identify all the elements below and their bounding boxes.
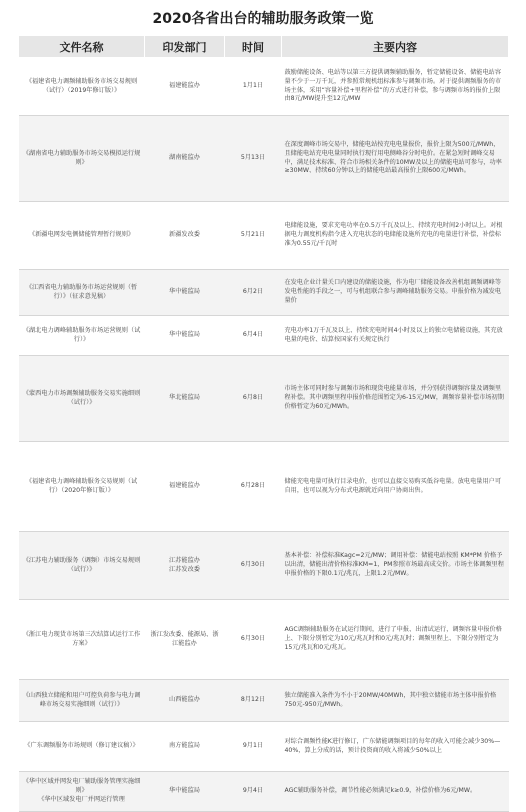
table-row	[19, 58, 509, 116]
content-cell: 电储能设施，要求充电功率在0.5万千瓦及以上、持续充电时间2小时以上。对根据电力调度机构指令进入充电状态的电储能设施所充电的电量进行补偿，补偿标准为0.55元/千瓦时	[282, 202, 509, 270]
department-cell: 江苏能监办 江苏发改委	[145, 532, 225, 600]
date-cell: 6月28日	[225, 442, 282, 532]
content-cell: AGC调频辅助服务在试运行期间，进行了申报、出清试运行，调频容量申报价格上、下限分别暂定为10元/兆瓦时和0元/兆瓦时；调频里程上、下限分别暂定为15元/兆瓦和0元/兆瓦。	[282, 600, 509, 680]
department-cell: 华中能监局	[145, 772, 225, 812]
file-name-cell: 《华中区域并网发电厂辅助服务管理实施细则》 《华中区域发电厂并网运行管理	[19, 772, 145, 812]
date-cell: 6月2日	[225, 270, 282, 316]
file-name-cell: 《江西省电力辅助服务市场运营规则（暂行）》（征求意见稿）	[19, 270, 145, 316]
date-cell: 5月13日	[225, 116, 282, 202]
content-cell: 鼓励储能设备、电站等以第三方提供调频辅助服务，暂定储能设备、储能电站容量不少于一万千瓦，并参照常规机组标准参与调频市场。对于提供调频服务的市场主体，采用“容量补偿+里程补偿”的方式进行补偿，参与调频市场的报价上限由8元/MW提升至12元/MW	[282, 58, 509, 116]
table-row	[19, 600, 509, 680]
table-row	[19, 772, 509, 812]
page-title: 2020各省出台的辅助服务政策一览	[152, 11, 374, 27]
date-cell: 9月1日	[225, 722, 282, 772]
file-name-cell: 《湖南省电力辅助服务市场交易模拟运行规则》	[19, 116, 145, 202]
file-name-cell: 《新疆电网发电侧储能管理暂行规则》	[19, 202, 145, 270]
department-cell: 福建能监办	[145, 58, 225, 116]
file-name-cell: 《浙江电力现货市场第三次结算试运行工作方案》	[19, 600, 145, 680]
date-cell: 8月12日	[225, 680, 282, 722]
policy-table	[18, 35, 509, 812]
date-cell: 1月1日	[225, 58, 282, 116]
table-row	[19, 116, 509, 202]
header-date: 时间	[225, 36, 282, 58]
content-cell: 市场主体可同时参与调频市场和现货电能量市场，并分别获得调频容量及调频里程补偿。其中调频里程申报价格范围暂定为6-15元/MW，调频容量补偿市场初期价格暂定为60元/MWh。	[282, 356, 509, 442]
department-cell: 湖南能监办	[145, 116, 225, 202]
department-cell: 南方能监局	[145, 722, 225, 772]
date-cell: 6月8日	[225, 356, 282, 442]
content-cell: 对综合调频性能K进行修订，广东储能调频项目的每年的收入可能会减少30%—40%，算上分成的话，预计投资商的收入将减少50%以上	[282, 722, 509, 772]
date-cell: 6月30日	[225, 532, 282, 600]
department-cell: 华中能监局	[145, 316, 225, 356]
header-file-name: 文件名称	[19, 36, 145, 58]
header-content: 主要内容	[282, 36, 509, 58]
file-name-cell: 《江苏电力辅助服务（调频）市场交易规则（试行）》	[19, 532, 145, 600]
content-cell: 充电功率1万千瓦及以上、持续充电时间4小时及以上的独立电储能设施，其充放电量的电价、结算按国家有关规定执行	[282, 316, 509, 356]
date-cell: 9月4日	[225, 772, 282, 812]
file-name-cell: 《湖北电力调峰辅助服务市场运营规则（试行）》	[19, 316, 145, 356]
table-row	[19, 532, 509, 600]
table-header-row	[19, 36, 509, 58]
department-cell: 新疆发改委	[145, 202, 225, 270]
table-row	[19, 680, 509, 722]
table-row	[19, 316, 509, 356]
department-cell: 华中能监局	[145, 270, 225, 316]
content-cell: 在深度调峰市场交易中，储能电站按充电电量报价，报价上限为500元/MWh，且储能电站充电电量同时执行现行用电侧峰谷分时电价。在紧急短时调峰交易中，满足技术标准、符合市场相关条件的10MW及以上的储能电站可参与，功率≥30MW、持续60分钟以上的储能电站最高报价上限600元/MWh。	[282, 116, 509, 202]
table-row	[19, 722, 509, 772]
file-name-cell: 《福建省电力调频辅助服务市场交易规则（试行）（2019年修订版）》	[19, 58, 145, 116]
department-cell: 浙江发改委、能源局、浙江能监办	[145, 600, 225, 680]
department-cell: 福建能监办	[145, 442, 225, 532]
file-name-cell: 《山西独立储能和用户可控负荷参与电力调峰市场交易实施细则（试行）》	[19, 680, 145, 722]
date-cell: 6月30日	[225, 600, 282, 680]
date-cell: 5月21日	[225, 202, 282, 270]
policy-table-body	[19, 58, 509, 812]
file-name-cell: 《福建省电力调峰辅助服务交易规则（试行）（2020年修订版）》	[19, 442, 145, 532]
content-cell: 独立储能准入条件为不小于20MW/40MWh，其中独立储能市场主体申报价格750元-950元/MWh。	[282, 680, 509, 722]
content-cell: AGC辅助服务补偿，调节性能必须满足k≥0.9，补偿价格为6元/MW。	[282, 772, 509, 812]
file-name-cell: 《广东调频服务市场规则（修订建议稿）》	[19, 722, 145, 772]
content-cell: 储能充电电量可执行目录电价，也可以直接交易购买低谷电量。放电电量用户可自用，也可以视为分布式电源就近向用户协商出售。	[282, 442, 509, 532]
content-cell: 在发电企业计量关口内建设的储能设施，作为电厂储能设备改善机组调频调峰等发电性能的手段之一，可与机组联合参与调峰辅助服务交易。申报价格为减发电量价	[282, 270, 509, 316]
department-cell: 华北能监局	[145, 356, 225, 442]
header-department: 印发部门	[145, 36, 225, 58]
date-cell: 6月4日	[225, 316, 282, 356]
table-row	[19, 202, 509, 270]
table-row	[19, 442, 509, 532]
table-row	[19, 270, 509, 316]
department-cell: 山西能监办	[145, 680, 225, 722]
table-row	[19, 356, 509, 442]
file-name-cell: 《蒙西电力市场调频辅助服务交易实施细则（试行）》	[19, 356, 145, 442]
content-cell: 基本补偿：补偿标准Kagc=2元/MW；调用补偿：储能电站按照 KM*PM 价格予以出清，储能出清价格标准KM=1，PM参照市场最高成交价。市场主体调频里程申报价格的下限0.1元/兆瓦，上限1.2元/MW。	[282, 532, 509, 600]
